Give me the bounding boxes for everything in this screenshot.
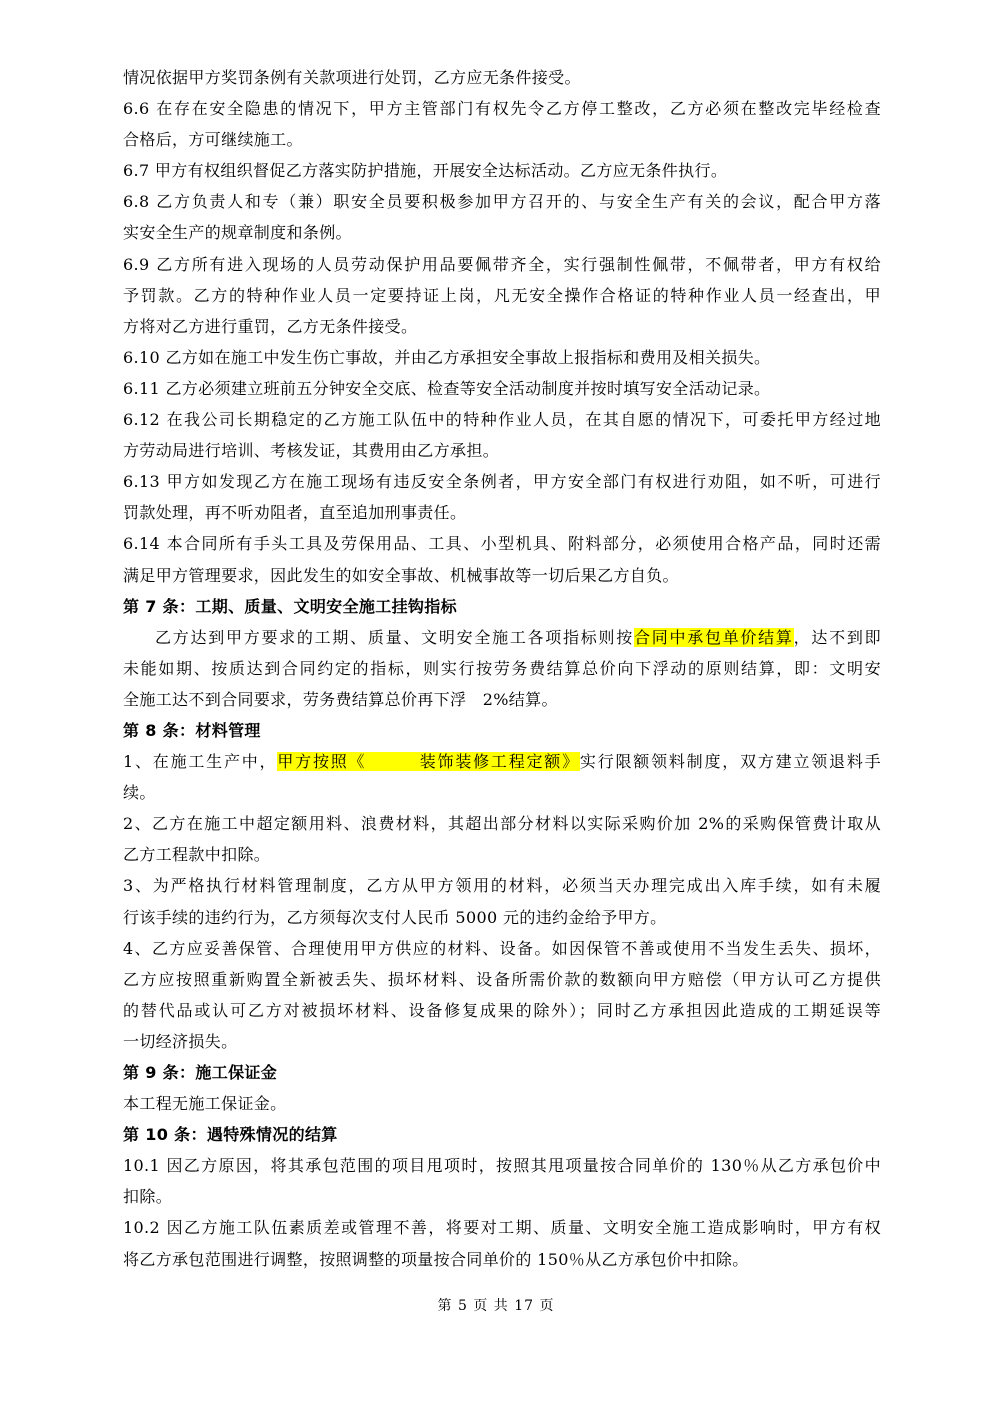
- article-7-heading: 第 7 条：工期、质量、文明安全施工挂钩指标: [123, 596, 457, 616]
- text-run: 乙方达到甲方要求的工期、质量、文明安全施工各项指标则按: [155, 627, 634, 647]
- text-line: 方将对乙方进行重罚，乙方无条件接受。: [123, 316, 418, 336]
- text-line: 乙方应按照重新购置全新被丢失、损坏材料、设备所需价款的数额向甲方赔偿（甲方认可乙方提供: [123, 969, 881, 989]
- text-line: 未能如期、按质达到合同约定的指标，则实行按劳务费结算总价向下浮动的原则结算，即：文明安: [123, 658, 881, 678]
- text-run: ，达不到即: [793, 627, 881, 647]
- text-run: 实行限额领料制度，双方建立领退料手: [579, 752, 881, 772]
- document-page: [123, 62, 881, 1275]
- text-line: 予罚款。乙方的特种作业人员一定要持证上岗，凡无安全操作合格证的特种作业人员一经查出，甲: [123, 285, 881, 305]
- text-line: 全施工达不到合同要求，劳务费结算总价再下浮 2%结算。: [123, 689, 558, 709]
- text-line: 满足甲方管理要求，因此发生的如安全事故、机械事故等一切后果乙方自负。: [123, 565, 679, 585]
- text-line: 本工程无施工保证金。: [123, 1094, 287, 1114]
- text-line: 续。: [123, 783, 156, 803]
- text-line: 实安全生产的规章制度和条例。: [123, 223, 352, 243]
- text-line: 6.10 乙方如在施工中发生伤亡事故，并由乙方承担安全事故上报指标和费用及相关损失。: [123, 347, 771, 367]
- text-line: 6.13 甲方如发现乙方在施工现场有违反安全条例者，甲方安全部门有权进行劝阻，如不听，可进行: [123, 472, 881, 492]
- text-line: 6.12 在我公司长期稳定的乙方施工队伍中的特种作业人员，在其自愿的情况下，可委托甲方经过地: [123, 410, 881, 430]
- highlighted-text: 合同中承包单价结算: [634, 627, 794, 647]
- text-line: 10.2 因乙方施工队伍素质差或管理不善，将要对工期、质量、文明安全施工造成影响时，甲方有权: [123, 1218, 881, 1238]
- text-line: 一切经济损失。: [123, 1031, 238, 1051]
- page-footer: 第 5 页 共 17 页: [437, 1298, 555, 1314]
- text-line: 6.7 甲方有权组织督促乙方落实防护措施，开展安全达标活动。乙方应无条件执行。: [123, 161, 728, 181]
- text-line: 6.8 乙方负责人和专（兼）职安全员要积极参加甲方召开的、与安全生产有关的会议，配合甲方落: [123, 192, 881, 212]
- text-line: 扣除。: [123, 1187, 173, 1207]
- article-9-heading: 第 9 条：施工保证金: [123, 1063, 278, 1082]
- text-line: 6.11 乙方必须建立班前五分钟安全交底、检查等安全活动制度并按时填写安全活动记录。: [123, 378, 771, 398]
- text-line: 将乙方承包范围进行调整，按照调整的项量按合同单价的 150％从乙方承包价中扣除。: [123, 1249, 749, 1269]
- text-line: 2、乙方在施工中超定额用料、浪费材料，其超出部分材料以实际采购价加 2%的采购保管费计取从: [123, 814, 881, 834]
- article-8-heading: 第 8 条：材料管理: [123, 720, 261, 740]
- text-line: 10.1 因乙方原因，将其承包范围的项目甩项时，按照其甩项量按合同单价的 130％从乙方承包价中: [123, 1156, 881, 1176]
- text-line: 罚款处理，再不听劝阻者，直至追加刑事责任。: [123, 503, 467, 523]
- text-line: 情况依据甲方奖罚条例有关款项进行处罚，乙方应无条件接受。: [123, 68, 581, 87]
- text-line: 4、乙方应妥善保管、合理使用甲方供应的材料、设备。如因保管不善或使用不当发生丢失、损坏，: [123, 938, 881, 958]
- article-10-heading: 第 10 条：遇特殊情况的结算: [123, 1125, 338, 1145]
- text-line: 方劳动局进行培训、考核发证，其费用由乙方承担。: [123, 441, 500, 461]
- text-line: 行该手续的违约行为，乙方须每次支付人民币 5000 元的违约金给予甲方。: [123, 907, 667, 927]
- text-line: 6.9 乙方所有进入现场的人员劳动保护用品要佩带齐全，实行强制性佩带，不佩带者，甲方有权给: [123, 254, 881, 274]
- text-line: 的替代品或认可乙方对被损坏材料、设备修复成果的除外）；同时乙方承担因此造成的工期延误等: [123, 1000, 881, 1020]
- highlighted-text: 甲方按照《 装饰装修工程定额》: [277, 752, 580, 772]
- article-7-line-1: [123, 622, 881, 653]
- article-8-item-1-line-1: [123, 746, 881, 777]
- text-line: 6.14 本合同所有手头工具及劳保用品、工具、小型机具、附料部分，必须使用合格产品，同时还需: [123, 534, 881, 554]
- text-line: 合格后，方可继续施工。: [123, 130, 303, 150]
- text-line: 乙方工程款中扣除。: [123, 845, 271, 865]
- text-line: 3、为严格执行材料管理制度，乙方从甲方领用的材料，必须当天办理完成出入库手续，如有未履: [123, 876, 881, 896]
- text-run: 1、在施工生产中，: [123, 752, 278, 772]
- text-line: 6.6 在存在安全隐患的情况下，甲方主管部门有权先令乙方停工整改，乙方必须在整改完毕经检查: [123, 99, 881, 119]
